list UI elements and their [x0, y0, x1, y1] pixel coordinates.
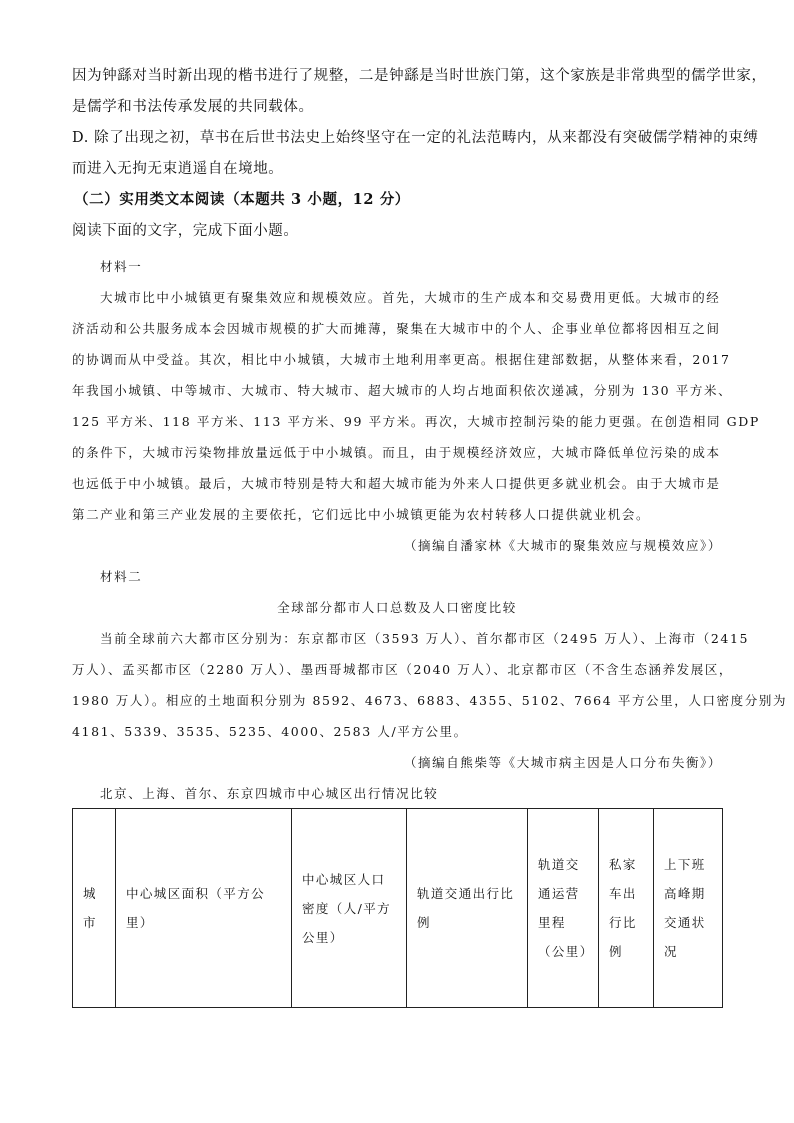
material-2-label: 材料二: [100, 569, 143, 584]
table-header-cell: 城市: [73, 809, 116, 1008]
material-2-line: 4181、5339、3535、5235、4000、2583 人/平方公里。: [72, 724, 468, 739]
table-header-cell: 中心城区人口密度（人/平方公里）: [292, 809, 407, 1008]
option-d-line-1: D. 除了出现之初，草书在后世书法史上始终坚守在一定的礼法范畴内，从来都没有突破儒学精神的束缚: [72, 130, 759, 146]
material-1-source: （摘编自潘家林《大城市的聚集效应与规模效应》）: [403, 538, 722, 553]
table-header-cell: 上下班高峰期交通状况: [654, 809, 723, 1008]
material-1-label: 材料一: [100, 259, 143, 274]
material-2-source: （摘编自熊柴等《大城市病主因是人口分布失衡》）: [403, 755, 722, 770]
section-heading: （二）实用类文本阅读（本题共 3 小题，12 分）: [74, 191, 410, 208]
table-caption: 北京、上海、首尔、东京四城市中心城区出行情况比较: [100, 786, 439, 801]
material-2-line: 当前全球前六大都市区分别为：东京都市区（3593 万人）、首尔都市区（2495 万人）、上海市（2415: [100, 631, 750, 646]
material-1-line: 也远低于中小城镇。最后，大城市特别是特大和超大城市能为外来人口提供更多就业机会。由于大城市是: [72, 476, 721, 491]
table-header-cell: 轨道交通运营里程（公里）: [528, 809, 599, 1008]
material-1-line: 年我国小城镇、中等城市、大城市、特大城市、超大城市的人均占地面积依次递减，分别为 130 平方米、: [72, 383, 733, 398]
material-1-line: 济活动和公共服务成本会因城市规模的扩大而摊薄，聚集在大城市中的个人、企事业单位都将因相互之间: [72, 321, 721, 336]
material-2-line: 万人）、孟买都市区（2280 万人）、墨西哥城都市区（2040 万人）、北京都市区（不含生态涵养发展区，: [72, 662, 734, 677]
material-1-line: 大城市比中小城镇更有聚集效应和规模效应。首先，大城市的生产成本和交易费用更低。大城市的经: [100, 290, 721, 305]
table-header-cell: 轨道交通出行比例: [407, 809, 528, 1008]
table-header-cell: 私家车出行比例: [599, 809, 654, 1008]
comparison-table: [72, 808, 723, 1008]
material-1-line: 第二产业和第三产业发展的主要依托，它们远比中小城镇更能为农村转移人口提供就业机会。: [72, 507, 651, 522]
option-c-continuation: 因为钟繇对当时新出现的楷书进行了规整，二是钟繇是当时世族门第，这个家族是非常典型的儒学世家，: [72, 68, 767, 84]
table-header-row: [73, 809, 723, 1008]
option-d-line-2: 而进入无拘无束逍遥自在境地。: [72, 161, 284, 177]
material-1-line: 125 平方米、118 平方米、113 平方米、99 平方米。再次，大城市控制污染的能力更强。在创造相同 GDP: [72, 414, 760, 429]
option-c-continuation-end: 是儒学和书法传承发展的共同载体。: [72, 99, 314, 115]
section-instruction: 阅读下面的文字，完成下面小题。: [72, 223, 299, 239]
material-1-line: 的条件下，大城市污染物排放量远低于中小城镇。而且，由于规模经济效应，大城市降低单位污染的成本: [72, 445, 721, 460]
material-1-line: 的协调而从中受益。其次，相比中小城镇，大城市土地利用率更高。根据住建部数据，从整体来看，2017: [72, 352, 731, 367]
material-2-title: 全球部分都市人口总数及人口密度比较: [277, 600, 517, 615]
material-2-line: 1980 万人）。相应的土地面积分别为 8592、4673、6883、4355、5102、7664 平方公里，人口密度分别为: [72, 693, 788, 708]
table-header-cell: 中心城区面积（平方公里）: [116, 809, 292, 1008]
